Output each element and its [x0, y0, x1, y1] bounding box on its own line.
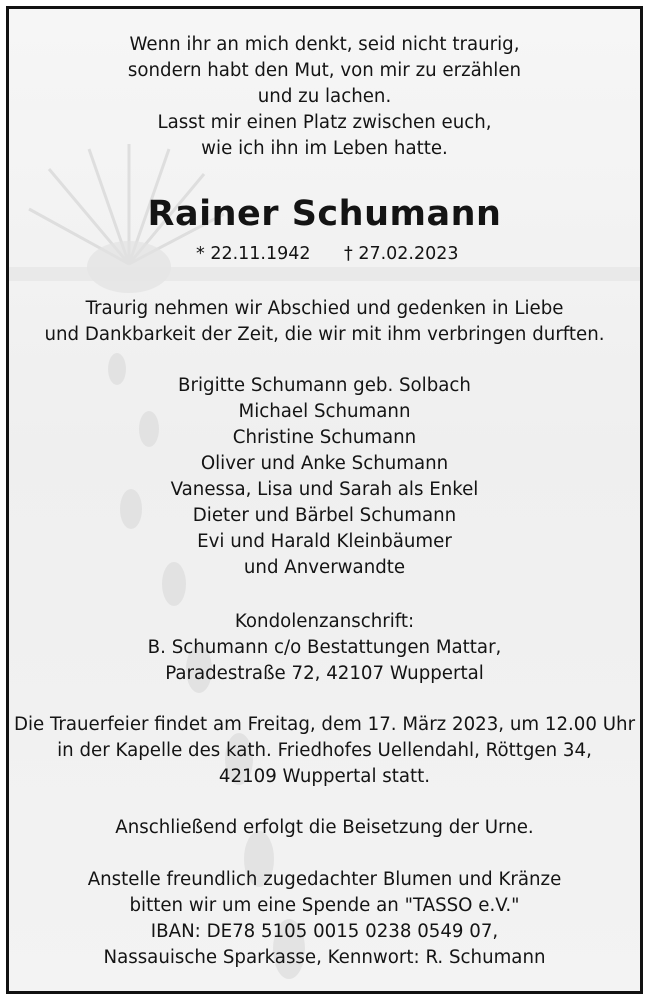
- poem-line: sondern habt den Mut, von mir zu erzählen: [127, 60, 522, 81]
- obituary-frame: [6, 6, 643, 994]
- intro-text: [9, 296, 640, 348]
- mourners-list: [9, 373, 640, 581]
- mourner-name: Michael Schumann: [238, 401, 411, 422]
- ceremony-line: Die Trauerfeier findet am Freitag, dem 17. März 2023, um 12.00 Uhr: [13, 714, 636, 735]
- poem-line: wie ich ihn im Leben hatte.: [201, 138, 448, 159]
- burial-line: Anschließend erfolgt die Beisetzung der Urne.: [115, 817, 534, 838]
- condolence-address: [9, 609, 640, 687]
- mourner-name: Christine Schumann: [232, 427, 417, 448]
- address-line: B. Schumann c/o Bestattungen Mattar,: [147, 637, 502, 658]
- mourner-name: Dieter und Bärbel Schumann: [192, 505, 457, 526]
- mourner-name: Evi und Harald Kleinbäumer: [197, 531, 452, 552]
- ceremony-line: 42109 Wuppertal statt.: [218, 766, 431, 787]
- donation-line: Nassauische Sparkasse, Kennwort: R. Schumann: [103, 947, 546, 968]
- mourner-name: Brigitte Schumann geb. Solbach: [178, 375, 471, 396]
- poem-line: und zu lachen.: [257, 86, 392, 107]
- death-date: † 27.02.2023: [344, 244, 459, 264]
- mourner-name: und Anverwandte: [243, 557, 406, 578]
- donation-info: [9, 867, 640, 971]
- intro-line: Traurig nehmen wir Abschied und gedenken in Liebe: [85, 298, 564, 319]
- burial-info: [9, 815, 640, 841]
- address-line: Paradestraße 72, 42107 Wuppertal: [165, 663, 484, 684]
- poem-block: [9, 32, 640, 162]
- mourner-name: Oliver und Anke Schumann: [200, 453, 449, 474]
- deceased-name: Rainer Schumann: [147, 194, 502, 234]
- ceremony-line: in der Kapelle des kath. Friedhofes Uellendahl, Röttgen 34,: [57, 740, 592, 761]
- obituary-content: [9, 9, 640, 991]
- ceremony-info: [9, 712, 640, 790]
- poem-line: Wenn ihr an mich denkt, seid nicht traurig,: [129, 34, 520, 55]
- address-line: Kondolenzanschrift:: [234, 611, 415, 632]
- donation-line: IBAN: DE78 5105 0015 0238 0549 07,: [150, 921, 499, 942]
- intro-line: und Dankbarkeit der Zeit, die wir mit ihm verbringen durften.: [44, 324, 605, 345]
- mourner-name: Vanessa, Lisa und Sarah als Enkel: [170, 479, 479, 500]
- donation-line: bitten wir um eine Spende an "TASSO e.V.": [129, 895, 520, 916]
- birth-date: * 22.11.1942: [196, 244, 311, 264]
- poem-line: Lasst mir einen Platz zwischen euch,: [157, 112, 492, 133]
- donation-line: Anstelle freundlich zugedachter Blumen und Kränze: [87, 869, 562, 890]
